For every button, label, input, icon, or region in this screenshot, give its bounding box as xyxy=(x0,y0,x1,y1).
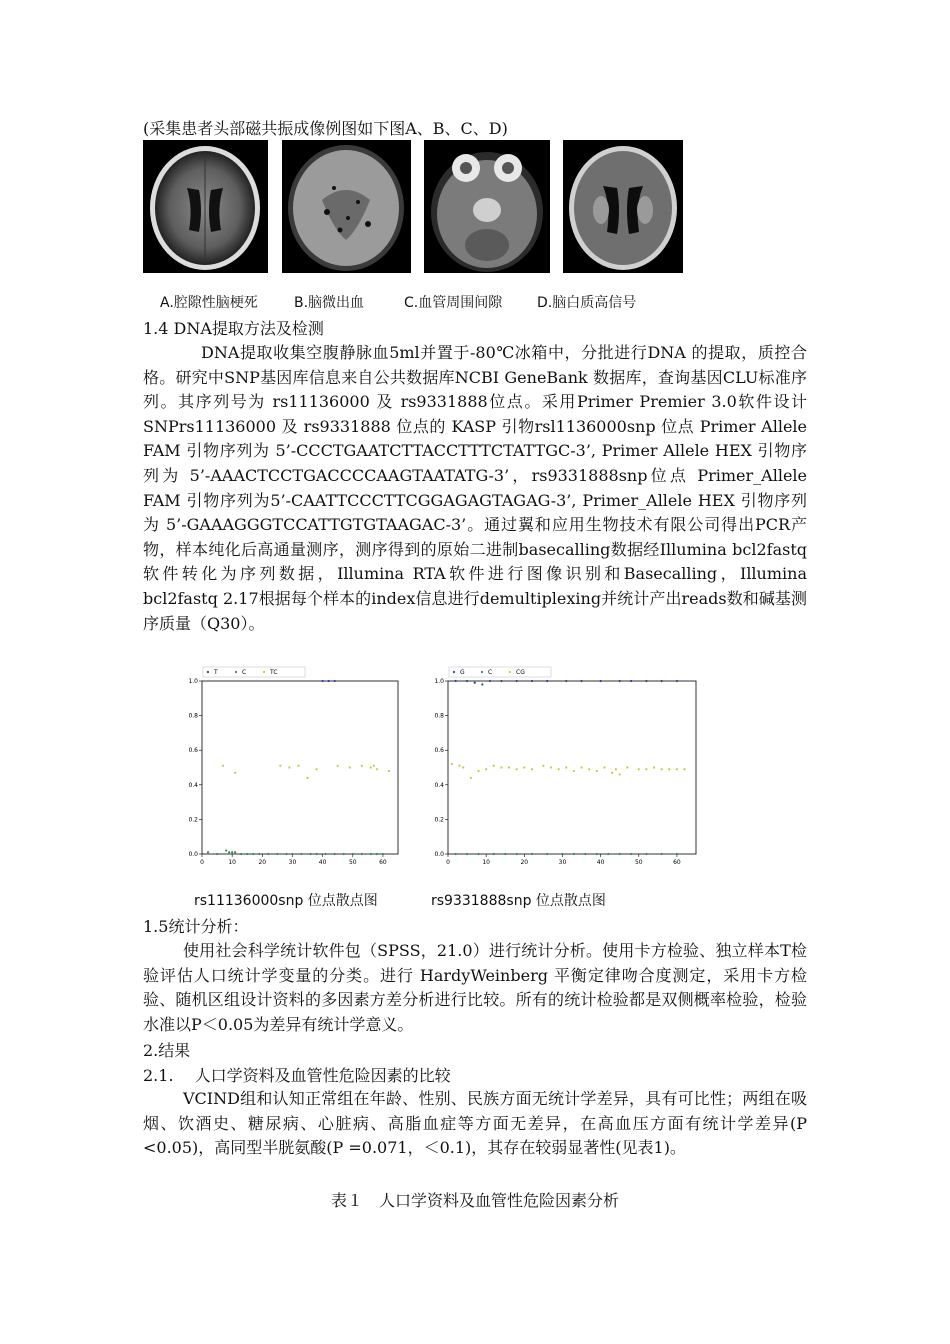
data-point-g xyxy=(565,680,567,682)
data-point-tc xyxy=(288,766,290,768)
data-point-t xyxy=(334,680,336,682)
mri-caption-a: A.腔隙性脑梗死 xyxy=(160,295,258,311)
data-point-c xyxy=(234,851,236,853)
chart-legend xyxy=(449,667,551,677)
table-1-title: 表１ 人口学资料及血管性危险因素分析 xyxy=(330,1191,619,1210)
y-tick-label: 0.0 xyxy=(434,851,444,858)
data-point-cg xyxy=(550,766,552,768)
data-point-c xyxy=(276,853,278,855)
data-point-cg xyxy=(645,768,647,770)
data-point-cg xyxy=(565,766,567,768)
data-point-g xyxy=(516,680,518,682)
data-point-c xyxy=(676,853,678,855)
data-point-c xyxy=(370,853,372,855)
y-tick-label: 0.2 xyxy=(188,816,198,824)
data-point-tc xyxy=(234,772,236,774)
data-point-c xyxy=(291,853,293,855)
rs11136000-scatter-chart xyxy=(182,665,402,868)
data-point-cg xyxy=(676,768,678,770)
data-point-c xyxy=(645,853,647,855)
data-point-g xyxy=(546,680,548,682)
data-point-tc xyxy=(297,765,299,767)
data-point-g xyxy=(455,680,457,682)
brain-mri-orbit-icon xyxy=(424,140,550,273)
x-tick-label: 50 xyxy=(348,859,357,866)
data-point-c xyxy=(531,853,533,855)
data-point-tc xyxy=(306,777,308,779)
data-point-g xyxy=(630,680,632,682)
x-tick-label: 20 xyxy=(258,859,267,866)
data-point-cg xyxy=(516,768,518,770)
legend-marker xyxy=(235,671,237,673)
data-point-c xyxy=(216,853,218,855)
section-2-heading: 2.结果 xyxy=(143,1041,191,1060)
data-point-cg xyxy=(611,772,613,774)
data-point-cg xyxy=(558,768,560,770)
data-point-g xyxy=(600,680,602,682)
data-point-tc xyxy=(373,765,375,767)
data-point-g xyxy=(489,680,491,682)
data-point-c xyxy=(309,853,311,855)
data-point-c xyxy=(573,853,575,855)
x-tick-label: 40 xyxy=(318,859,327,866)
data-point-g xyxy=(474,682,476,684)
plot-frame xyxy=(448,681,696,854)
mri-figure-row xyxy=(143,140,683,273)
data-point-c xyxy=(246,853,248,855)
data-point-cg xyxy=(462,766,464,768)
data-point-c xyxy=(231,851,233,853)
data-point-c xyxy=(504,853,506,855)
x-tick-label: 10 xyxy=(482,859,490,866)
plot-frame xyxy=(202,681,398,854)
data-point-g xyxy=(531,680,533,682)
data-point-cg xyxy=(470,777,472,779)
legend-marker xyxy=(263,671,265,673)
data-point-cg xyxy=(638,768,640,770)
data-point-c xyxy=(630,853,632,855)
data-point-g xyxy=(481,683,483,685)
data-point-tc xyxy=(222,765,224,767)
section-1-5-paragraph: 使用社会科学统计软件包（SPSS，21.0）进行统计分析。使用卡方检验、独立样本T检验评估人口统计学变量的分类。进行 HardyWeinberg 平衡定律吻合度测定，采用卡方检验、随机区组设计资料的多因素方差分析进行比较。所有的统计检验都是双侧概率检验，检验水准以P＜0.05为差异有统计学意义。 xyxy=(143,941,807,1034)
data-point-cg xyxy=(626,766,628,768)
data-point-cg xyxy=(451,763,453,765)
y-tick-label: 0.0 xyxy=(188,851,198,858)
data-point-g xyxy=(500,680,502,682)
data-point-c xyxy=(240,853,242,855)
data-point-c xyxy=(493,853,495,855)
section-2-1-heading: 2.1. 人口学资料及血管性危险因素的比较 xyxy=(143,1066,451,1085)
legend-marker xyxy=(509,671,511,673)
data-point-c xyxy=(300,853,302,855)
x-tick-label: 60 xyxy=(379,859,387,866)
data-point-c xyxy=(477,853,479,855)
rs9331888-scatter-chart xyxy=(428,665,700,868)
y-tick-label: 0.6 xyxy=(434,747,444,755)
x-tick-label: 30 xyxy=(288,859,297,866)
data-point-c xyxy=(607,853,609,855)
legend-label: C xyxy=(488,669,493,676)
data-point-c xyxy=(619,853,621,855)
section-1-4-heading: 1.4 DNA提取方法及检测 xyxy=(143,319,324,338)
data-point-c xyxy=(315,853,317,855)
data-point-cg xyxy=(661,768,663,770)
data-point-g xyxy=(645,680,647,682)
data-point-cg xyxy=(523,766,525,768)
legend-label: T xyxy=(214,669,218,676)
data-point-cg xyxy=(588,768,590,770)
data-point-cg xyxy=(668,768,670,770)
mri-caption-c: C.血管周围间隙 xyxy=(404,295,503,311)
data-point-cg xyxy=(573,770,575,772)
legend-box xyxy=(203,667,305,677)
data-point-c xyxy=(207,851,209,853)
data-point-tc xyxy=(337,765,339,767)
x-tick-label: 20 xyxy=(520,859,529,866)
figure-intro-line: (采集患者头部磁共振成像例图如下图A、B、C、D) xyxy=(143,119,508,138)
legend-marker xyxy=(207,671,209,673)
data-point-c xyxy=(382,853,384,855)
rs9331888-chart-caption: rs9331888snp 位点散点图 xyxy=(431,893,606,909)
y-tick-label: 0.8 xyxy=(188,712,198,720)
y-tick-label: 0.4 xyxy=(434,781,444,789)
legend-marker xyxy=(453,671,455,673)
brain-mri-axial-icon xyxy=(143,140,268,273)
y-tick-label: 0.6 xyxy=(188,747,198,755)
data-point-c xyxy=(546,853,548,855)
legend-marker xyxy=(481,671,483,673)
data-point-tc xyxy=(279,765,281,767)
data-point-c xyxy=(352,853,354,855)
data-point-c xyxy=(285,853,287,855)
data-point-cg xyxy=(493,765,495,767)
data-point-c xyxy=(584,853,586,855)
mri-caption-b: B.脑微出血 xyxy=(294,295,365,311)
data-point-cg xyxy=(477,770,479,772)
x-tick-label: 0 xyxy=(446,859,450,866)
data-point-cg xyxy=(596,770,598,772)
data-point-c xyxy=(343,853,345,855)
data-point-cg xyxy=(531,768,533,770)
data-point-c xyxy=(361,853,363,855)
data-point-cg xyxy=(458,765,460,767)
y-tick-label: 1.0 xyxy=(188,678,198,685)
x-tick-label: 60 xyxy=(673,859,681,866)
data-point-cg xyxy=(542,765,544,767)
legend-label: G xyxy=(460,669,465,676)
x-tick-label: 50 xyxy=(634,859,643,866)
legend-label: CG xyxy=(516,669,525,676)
data-point-t xyxy=(322,680,324,682)
data-point-cg xyxy=(580,766,582,768)
x-tick-label: 30 xyxy=(558,859,567,866)
data-point-cg xyxy=(485,768,487,770)
data-point-c xyxy=(455,853,457,855)
y-tick-label: 0.8 xyxy=(434,712,444,720)
data-point-c xyxy=(267,853,269,855)
data-point-cg xyxy=(683,768,685,770)
y-tick-label: 1.0 xyxy=(434,678,444,685)
data-point-c xyxy=(596,853,598,855)
data-point-cg xyxy=(619,773,621,775)
data-point-c xyxy=(225,849,227,851)
data-point-g xyxy=(466,680,468,682)
legend-label: C xyxy=(242,669,247,676)
section-2-1-paragraph: VCIND组和认知正常组在年龄、性别、民族方面无统计学差异，具有可比性；两组在吸烟、饮酒史、糖尿病、心脏病、高脂血症等方面无差异，在高血压方面有统计学差异(P <0.05)，高同型半胱氨酸(P =0.071，＜0.1)，其存在较弱显著性(见表1)。 xyxy=(143,1089,807,1158)
data-point-c xyxy=(516,853,518,855)
data-point-tc xyxy=(361,765,363,767)
section-1-4-paragraph: DNA提取收集空腹静脉血5ml并置于-80℃冰箱中，分批进行DNA 的提取，质控合格。研究中SNP基因库信息来自公共数据库NCBI GeneBank 数据库，查询基因CLU标准序列。其序列号为 rs11136000 及 rs9331888位点。采用Primer Premier 3.0软件设计 SNPrs11136000 及 rs9331888 位点的 KASP 引物rsl1136000snp 位点 Primer Allele FAM 引物序列为 5’-CCCTGAATCTTACCTTTCTATTGC-3’, Primer Allele HEX 引物序列为 5’-AAACTCCTGACCCCAAGTAATATG-3’，rs9331888snp位点 Primer_Allele FAM 引物序列为5’-CAATTCCCTTCGGAGAGTAGAG-3’, Primer_Allele HEX 引物序列为 5’-GAAAGGGTCCATTGTGTAAGAC-3’。通过翼和应用生物技术有限公司得出PCR产物，样本纯化后高通量测序，测序得到的原始二进制basecalling数据经Illumina bcl2fastq软件转化为序列数据，Illumina RTA软件进行图像识别和Basecalling，Illumina bcl2fastq 2.17根据每个样本的index信息进行demultiplexing并统计产出reads数和碱基测序质量（Q30）。 xyxy=(143,343,807,633)
chart-legend xyxy=(203,667,305,677)
data-point-c xyxy=(466,853,468,855)
rs11136000-chart-caption: rs11136000snp 位点散点图 xyxy=(194,893,378,909)
data-point-t xyxy=(328,680,330,682)
data-point-cg xyxy=(615,768,617,770)
data-point-tc xyxy=(315,768,317,770)
data-point-c xyxy=(325,853,327,855)
data-point-tc xyxy=(376,768,378,770)
data-point-g xyxy=(676,680,678,682)
data-point-cg xyxy=(500,766,502,768)
data-point-c xyxy=(228,851,230,853)
x-tick-label: 40 xyxy=(596,859,605,866)
brain-mri-swi-icon xyxy=(282,140,411,273)
data-point-c xyxy=(661,853,663,855)
data-point-cg xyxy=(603,766,605,768)
legend-label: TC xyxy=(270,669,278,676)
data-point-g xyxy=(661,680,663,682)
data-point-c xyxy=(561,853,563,855)
data-point-tc xyxy=(370,766,372,768)
x-tick-label: 10 xyxy=(228,859,236,866)
data-point-c xyxy=(258,853,260,855)
y-tick-label: 0.4 xyxy=(188,781,198,789)
data-point-cg xyxy=(508,766,510,768)
section-1-5-heading: 1.5统计分析： xyxy=(143,917,249,936)
brain-mri-flair-icon xyxy=(563,140,683,273)
data-point-c xyxy=(252,853,254,855)
data-point-tc xyxy=(388,770,390,772)
data-point-c xyxy=(334,853,336,855)
data-point-tc xyxy=(349,766,351,768)
data-point-g xyxy=(619,680,621,682)
x-tick-label: 0 xyxy=(200,859,204,866)
data-point-g xyxy=(580,680,582,682)
mri-caption-d: D.脑白质高信号 xyxy=(537,295,637,311)
y-tick-label: 0.2 xyxy=(434,816,444,824)
data-point-cg xyxy=(653,766,655,768)
data-point-c xyxy=(376,853,378,855)
